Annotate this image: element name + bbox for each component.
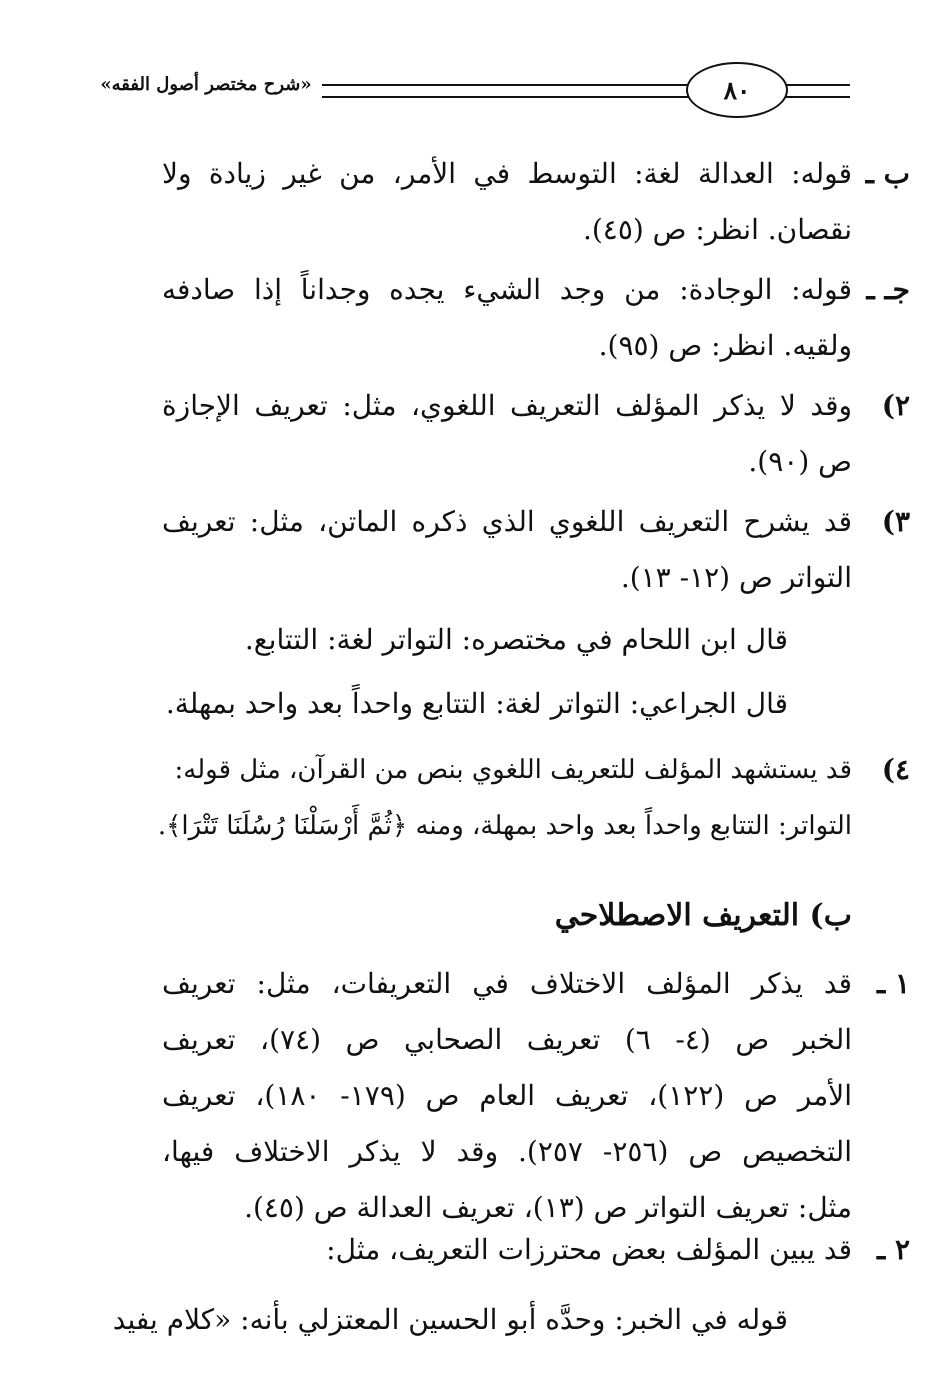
list-item: [162, 262, 910, 374]
item-line: وقد لا يذكر المؤلف التعريف اللغوي، مثل: تعريف الإجازة: [162, 389, 852, 422]
item-marker: ٤): [881, 753, 910, 786]
list-item: [162, 378, 910, 490]
paragraph-line: قوله في الخبر: وحدَّه أبو الحسين المعتزلي بأنه: «كلام يفيد: [112, 1303, 788, 1336]
item-line: [157, 798, 852, 854]
list-item: [162, 494, 910, 606]
item-line: نقصان. انظر: ص (٤٥).: [582, 213, 852, 246]
item-line: التواتر ص (١٢- ١٣).: [620, 561, 852, 594]
list-item: [162, 956, 910, 1236]
page-number: ٨٠: [686, 62, 788, 118]
quran-verse: ﴿ثُمَّ أَرْسَلْنَا رُسُلَنَا تَتْرَا﴾.: [157, 811, 408, 841]
item-marker: ٢ ـ: [877, 1233, 910, 1266]
item-marker: ١ ـ: [877, 967, 910, 1000]
item-line: مثل: تعريف التواتر ص (١٣)، تعريف العدالة ص (٤٥).: [244, 1191, 852, 1224]
item-line: التخصيص ص (٢٥٦- ٢٥٧). وقد لا يذكر الاختلاف فيها،: [162, 1135, 852, 1168]
item-line: قد يبين المؤلف بعض محترزات التعريف، مثل:: [326, 1233, 852, 1266]
item-marker: ٢): [881, 389, 910, 422]
list-item: [157, 742, 910, 854]
item-line: الخبر ص (٤- ٦) تعريف الصحابي ص (٧٤)، تعريف: [162, 1023, 853, 1056]
list-item: [162, 1222, 910, 1278]
item-line: قد يذكر المؤلف الاختلاف في التعريفات، مثل: تعريف: [162, 967, 852, 1000]
item-line: قد يستشهد المؤلف للتعريف اللغوي بنص من القرآن، مثل قوله:: [174, 755, 852, 785]
quote-line: قال الجراعي: التواتر لغة: التتابع واحداً بعد واحد بمهلة.: [165, 687, 788, 720]
item-line: قوله: الوجادة: من وجد الشيء يجده وجداناً إذا صادفه: [162, 273, 852, 306]
item-marker: جـ ـ: [866, 273, 910, 306]
quote-line: قال ابن اللحام في مختصره: التواتر لغة: التتابع.: [244, 623, 788, 656]
item-line: قوله: العدالة لغة: التوسط في الأمر، من غير زيادة ولا: [162, 157, 852, 190]
item-marker: ٣): [881, 505, 910, 538]
item-line: ولقيه. انظر: ص (٩٥).: [598, 329, 852, 362]
item-line: قد يشرح التعريف اللغوي الذي ذكره الماتن، مثل: تعريف: [162, 505, 852, 538]
item-line: ص (٩٠).: [748, 445, 852, 478]
item-line: الأمر ص (١٢٢)، تعريف العام ص (١٧٩- ١٨٠)، تعريف: [162, 1079, 852, 1112]
section-heading: ب) التعريف الاصطلاحي: [554, 898, 852, 933]
book-title: «شرح مختصر أصول الفقه»: [100, 74, 312, 95]
item-text: التواتر: التتابع واحداً بعد واحد بمهلة، ومنه: [415, 811, 852, 841]
list-item: [162, 146, 910, 258]
item-marker: ب ـ: [865, 157, 910, 190]
